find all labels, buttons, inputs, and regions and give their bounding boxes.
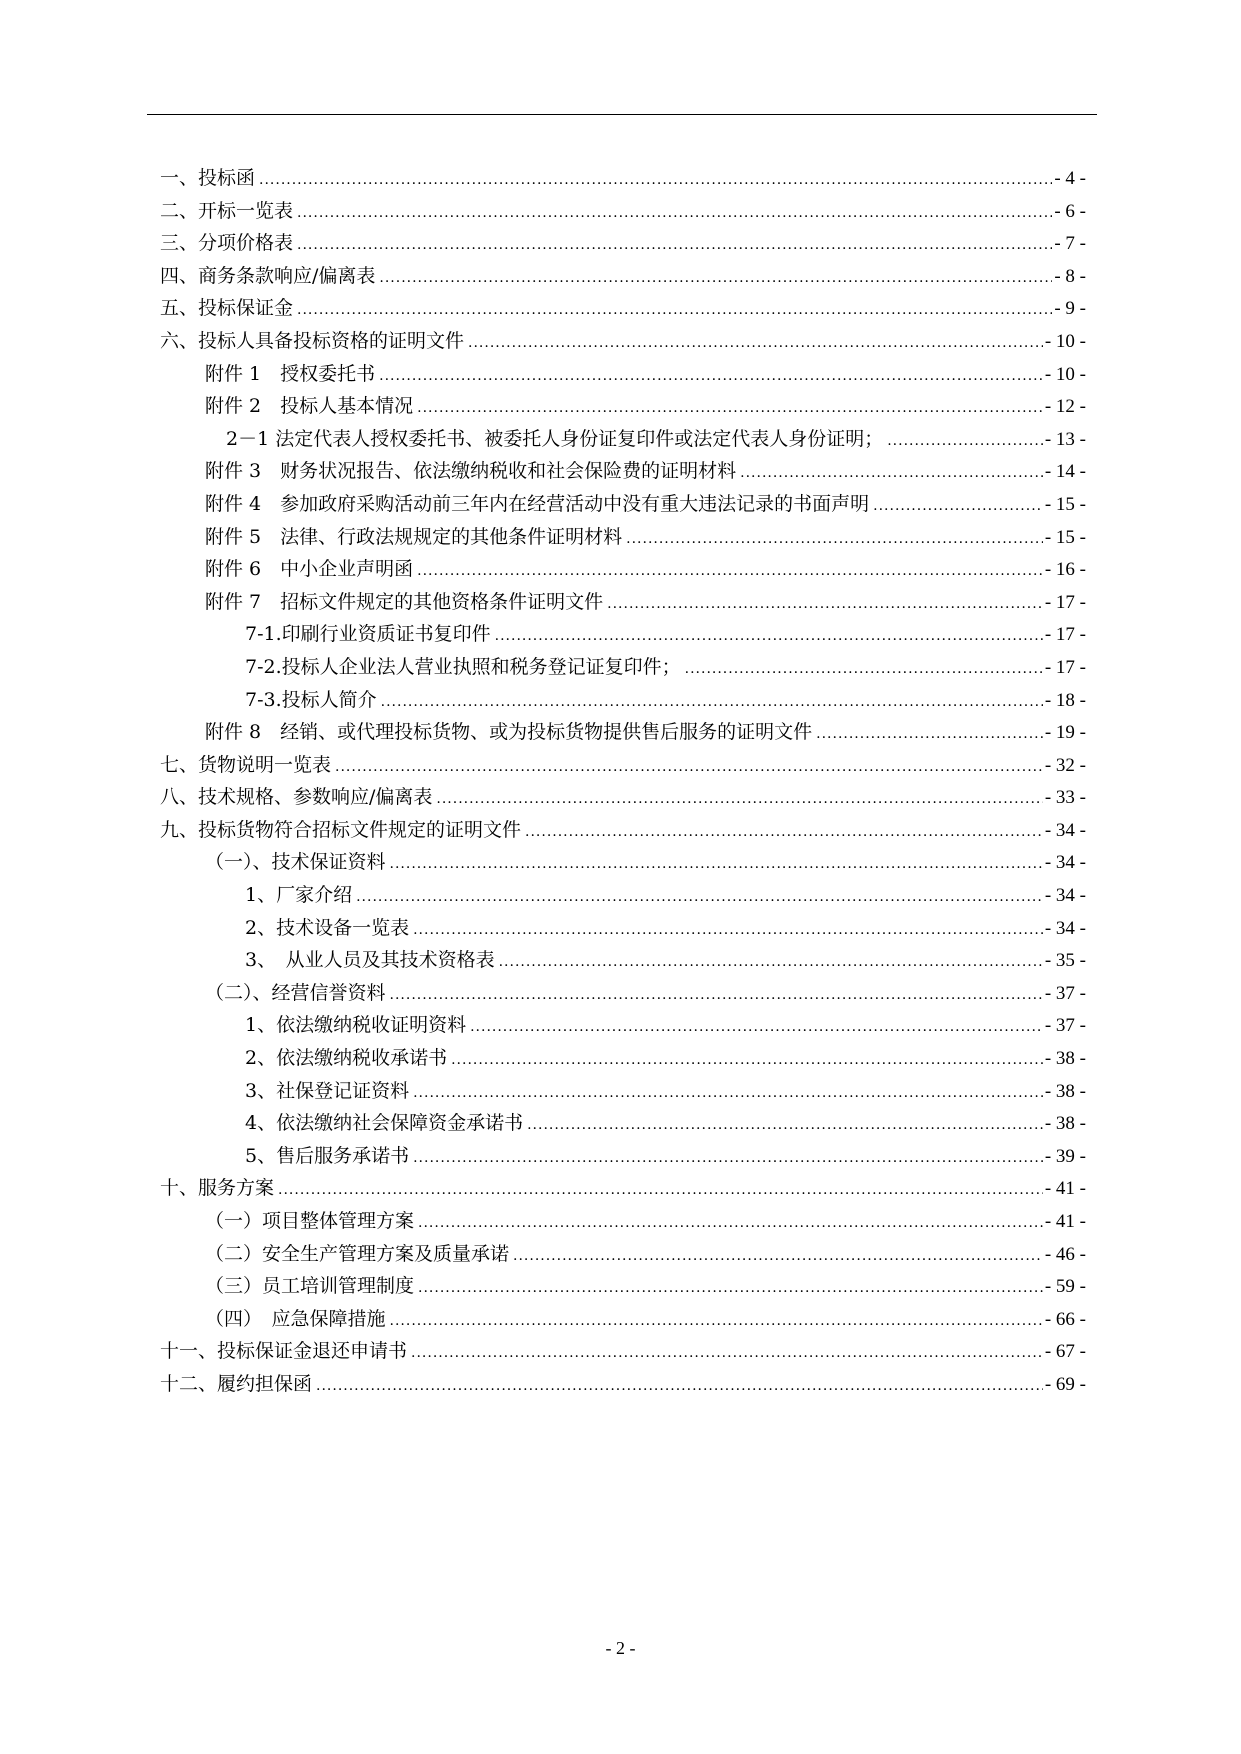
toc-entry-title: 5、售后服务承诺书	[245, 1144, 410, 1167]
toc-entry-page: - 39 -	[1044, 1145, 1086, 1167]
toc-entry[interactable]	[160, 1009, 1086, 1042]
toc-dot-leader	[468, 327, 1043, 360]
toc-entry-title: 7-1.印刷行业资质证书复印件	[245, 623, 491, 646]
toc-entry-title: 七、货物说明一览表	[160, 753, 332, 776]
toc-entry[interactable]	[160, 195, 1086, 228]
toc-dot-leader	[390, 1305, 1043, 1338]
toc-entry-page: - 38 -	[1044, 1048, 1086, 1070]
toc-entry[interactable]	[160, 846, 1086, 879]
toc-entry[interactable]	[160, 390, 1086, 423]
toc-entry-title: 九、投标货物符合招标文件规定的证明文件	[160, 818, 522, 841]
toc-entry[interactable]	[160, 358, 1086, 391]
toc-entry[interactable]	[160, 455, 1086, 488]
toc-entry-page: - 46 -	[1044, 1243, 1086, 1265]
toc-entry[interactable]	[160, 1172, 1086, 1205]
toc-dot-leader	[413, 1142, 1043, 1175]
toc-entry-title: 附件 3 财务状况报告、依法缴纳税收和社会保险费的证明材料	[205, 460, 737, 483]
toc-entry-title: 附件 5 法律、行政法规规定的其他条件证明材料	[205, 525, 623, 548]
toc-entry-title: 附件 1 授权委托书	[205, 362, 376, 385]
toc-entry-title: 四、商务条款响应/偏离表	[160, 264, 376, 287]
toc-entry-page: - 10 -	[1044, 330, 1086, 352]
header-rule	[147, 114, 1097, 115]
toc-entry[interactable]	[160, 488, 1086, 521]
toc-dot-leader	[417, 392, 1043, 425]
toc-entry-title: （三）员工培训管理制度	[205, 1275, 415, 1298]
toc-dot-leader	[873, 490, 1043, 523]
toc-entry-page: - 38 -	[1044, 1080, 1086, 1102]
toc-entry-title: 3、社保登记证资料	[245, 1079, 410, 1102]
toc-dot-leader	[390, 979, 1043, 1012]
toc-entry[interactable]	[160, 1270, 1086, 1303]
toc-entry-page: - 34 -	[1044, 917, 1086, 939]
toc-dot-leader	[495, 620, 1043, 653]
toc-dot-leader	[740, 457, 1043, 490]
toc-dot-leader	[356, 881, 1043, 914]
toc-dot-leader	[278, 1174, 1043, 1207]
toc-dot-leader	[451, 1044, 1043, 1077]
toc-entry[interactable]	[160, 1075, 1086, 1108]
toc-entry[interactable]	[160, 1042, 1086, 1075]
table-of-contents	[160, 162, 1086, 1401]
toc-entry-title: 3、 从业人员及其技术资格表	[245, 949, 495, 972]
toc-entry-page: - 15 -	[1044, 493, 1086, 515]
toc-entry-title: 附件 8 经销、或代理投标货物、或为投标货物提供售后服务的证明文件	[205, 721, 813, 744]
toc-entry[interactable]	[160, 684, 1086, 717]
toc-entry-title: 附件 4 参加政府采购活动前三年内在经营活动中没有重大违法记录的书面声明	[205, 492, 870, 515]
toc-entry-page: - 8 -	[1054, 265, 1086, 287]
toc-dot-leader	[418, 1207, 1043, 1240]
toc-entry-title: （四） 应急保障措施	[205, 1307, 386, 1330]
toc-entry-page: - 12 -	[1044, 396, 1086, 418]
toc-entry-page: - 17 -	[1044, 591, 1086, 613]
toc-entry-title: 附件 7 招标文件规定的其他资格条件证明文件	[205, 590, 604, 613]
toc-entry-title: 2、技术设备一览表	[245, 916, 410, 939]
toc-entry-page: - 69 -	[1044, 1373, 1086, 1395]
toc-entry-page: - 41 -	[1044, 1211, 1086, 1232]
toc-entry-title: 八、技术规格、参数响应/偏离表	[160, 786, 433, 809]
toc-entry-title: 十、服务方案	[160, 1177, 275, 1200]
toc-entry-page: - 34 -	[1044, 819, 1086, 841]
toc-entry[interactable]	[160, 1335, 1086, 1368]
toc-entry[interactable]	[160, 227, 1086, 260]
toc-dot-leader	[390, 848, 1043, 881]
toc-entry[interactable]	[160, 944, 1086, 977]
toc-dot-leader	[418, 1272, 1043, 1305]
toc-entry-title: 7-3.投标人简介	[245, 688, 377, 711]
toc-entry-page: - 17 -	[1044, 624, 1086, 646]
toc-entry[interactable]	[160, 618, 1086, 651]
toc-entry-page: - 18 -	[1044, 689, 1086, 711]
toc-entry[interactable]	[160, 716, 1086, 749]
toc-entry-title: 一、投标函	[160, 167, 256, 189]
toc-dot-leader	[297, 197, 1052, 230]
toc-entry-page: - 33 -	[1044, 787, 1086, 809]
toc-entry[interactable]	[160, 781, 1086, 814]
toc-entry[interactable]	[160, 1205, 1086, 1238]
toc-entry-page: - 41 -	[1044, 1178, 1086, 1200]
toc-entry-page: - 37 -	[1044, 982, 1086, 1004]
toc-entry[interactable]	[160, 586, 1086, 619]
toc-entry-title: 1、厂家介绍	[245, 884, 353, 907]
toc-entry[interactable]	[160, 977, 1086, 1010]
toc-dot-leader	[626, 523, 1043, 556]
toc-dot-leader	[413, 914, 1043, 947]
toc-dot-leader	[316, 1370, 1043, 1403]
toc-entry-page: - 13 -	[1044, 428, 1086, 450]
toc-entry-page: - 9 -	[1054, 298, 1086, 320]
toc-dot-leader	[887, 425, 1043, 458]
toc-dot-leader	[297, 229, 1052, 262]
toc-entry[interactable]	[160, 423, 1086, 456]
toc-dot-leader	[436, 783, 1042, 816]
toc-entry-page: - 67 -	[1044, 1341, 1086, 1363]
toc-dot-leader	[379, 360, 1043, 393]
toc-entry-page: - 32 -	[1044, 754, 1086, 776]
toc-dot-leader	[259, 164, 1052, 197]
toc-entry[interactable]	[160, 814, 1086, 847]
toc-entry-title: 二、开标一览表	[160, 199, 294, 222]
toc-entry-title: 7-2.投标人企业法人营业执照和税务登记证复印件；	[245, 655, 681, 678]
toc-dot-leader	[685, 653, 1043, 686]
toc-dot-leader	[297, 294, 1052, 327]
toc-entry[interactable]	[160, 651, 1086, 684]
toc-entry-page: - 7 -	[1054, 233, 1086, 255]
toc-entry-title: （二）、经营信誉资料	[205, 981, 386, 1004]
toc-entry-title: 1、依法缴纳税收证明资料	[245, 1014, 467, 1037]
toc-dot-leader	[413, 1077, 1043, 1110]
toc-entry[interactable]	[160, 292, 1086, 325]
toc-entry-page: - 10 -	[1044, 363, 1086, 385]
toc-entry[interactable]	[160, 1107, 1086, 1140]
toc-dot-leader	[525, 816, 1043, 849]
toc-dot-leader	[417, 555, 1043, 588]
toc-entry-page: - 16 -	[1044, 559, 1086, 581]
toc-entry-page: - 4 -	[1054, 168, 1086, 189]
toc-entry-page: - 59 -	[1044, 1276, 1086, 1298]
toc-entry-page: - 14 -	[1044, 461, 1086, 483]
toc-entry[interactable]	[160, 879, 1086, 912]
toc-entry-page: - 15 -	[1044, 526, 1086, 548]
toc-entry-page: - 34 -	[1044, 885, 1086, 907]
toc-entry[interactable]	[160, 749, 1086, 782]
toc-entry-title: 2、依法缴纳税收承诺书	[245, 1047, 448, 1070]
toc-dot-leader	[816, 718, 1043, 751]
toc-entry[interactable]	[160, 521, 1086, 554]
toc-entry-title: 4、依法缴纳社会保障资金承诺书	[245, 1112, 524, 1135]
toc-dot-leader	[527, 1109, 1043, 1142]
toc-entry-title: （一）、技术保证资料	[205, 851, 386, 874]
toc-entry-page: - 34 -	[1044, 852, 1086, 874]
toc-dot-leader	[513, 1240, 1043, 1273]
toc-entry-title: 三、分项价格表	[160, 232, 294, 255]
toc-entry[interactable]	[160, 260, 1086, 293]
toc-entry[interactable]	[160, 1368, 1086, 1401]
toc-entry[interactable]	[160, 325, 1086, 358]
toc-entry-title: 2－1 法定代表人授权委托书、被委托人身份证复印件或法定代表人身份证明；	[226, 427, 884, 450]
toc-dot-leader	[335, 751, 1043, 784]
toc-dot-leader	[470, 1011, 1043, 1044]
toc-entry[interactable]	[160, 553, 1086, 586]
toc-entry[interactable]	[160, 1238, 1086, 1271]
toc-entry-title: 附件 2 投标人基本情况	[205, 395, 414, 418]
toc-entry[interactable]	[160, 912, 1086, 945]
toc-dot-leader	[499, 946, 1043, 979]
toc-dot-leader	[411, 1337, 1043, 1370]
toc-entry-page: - 17 -	[1044, 656, 1086, 678]
toc-entry-title: （一）项目整体管理方案	[205, 1210, 415, 1232]
toc-entry[interactable]	[160, 1303, 1086, 1336]
toc-entry-page: - 19 -	[1044, 722, 1086, 744]
footer-page-number: - 2 -	[605, 1638, 636, 1658]
toc-entry-title: （二）安全生产管理方案及质量承诺	[205, 1242, 510, 1265]
toc-entry-page: - 37 -	[1044, 1015, 1086, 1037]
toc-entry-page: - 66 -	[1044, 1308, 1086, 1330]
toc-entry-page: - 6 -	[1054, 200, 1086, 222]
toc-entry-title: 五、投标保证金	[160, 297, 294, 320]
toc-entry[interactable]	[160, 162, 1086, 195]
toc-entry-title: 六、投标人具备投标资格的证明文件	[160, 329, 465, 352]
toc-dot-leader	[607, 588, 1043, 621]
toc-dot-leader	[381, 686, 1043, 719]
toc-entry-title: 附件 6 中小企业声明函	[205, 558, 414, 581]
toc-entry-title: 十二、履约担保函	[160, 1372, 313, 1395]
toc-dot-leader	[379, 262, 1052, 295]
toc-entry-title: 十一、投标保证金退还申请书	[160, 1340, 408, 1363]
toc-entry-page: - 38 -	[1044, 1113, 1086, 1135]
toc-entry-page: - 35 -	[1044, 950, 1086, 972]
toc-entry[interactable]	[160, 1140, 1086, 1173]
